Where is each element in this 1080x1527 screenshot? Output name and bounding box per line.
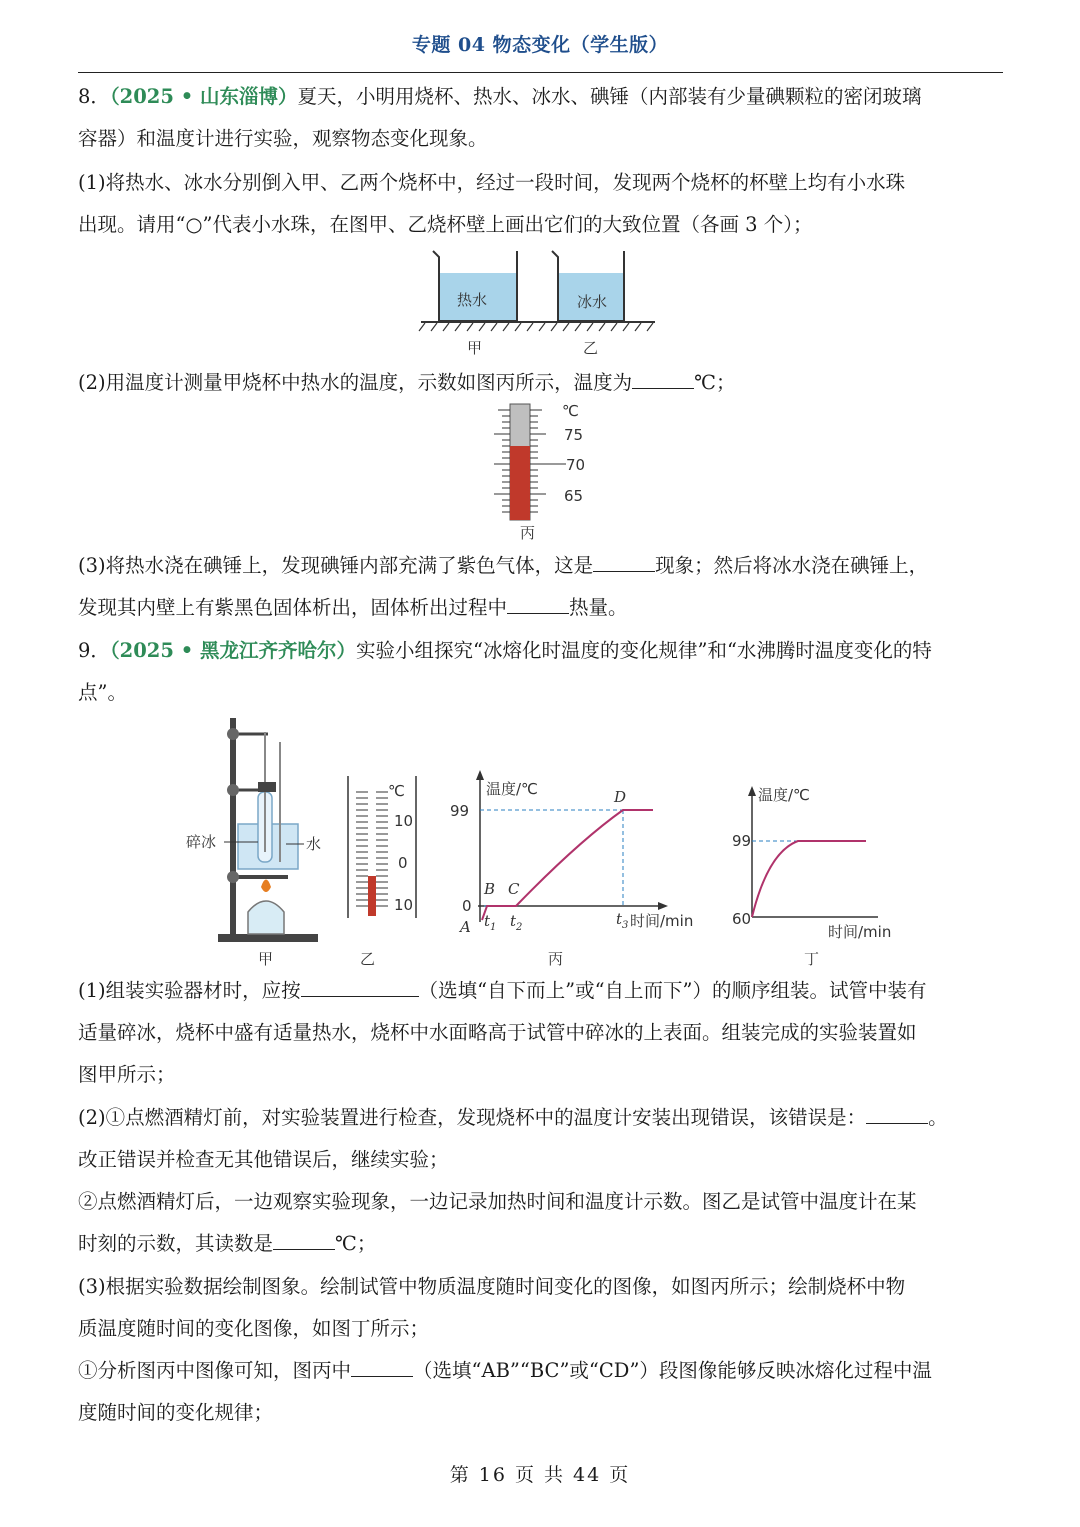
q9-part1 xyxy=(78,970,1003,1096)
point-d: D xyxy=(614,788,627,806)
answer-blank[interactable] xyxy=(593,551,655,572)
q8-part3 xyxy=(78,545,1003,629)
q8-part3-text-c: 发现其内壁上有紫黑色固体析出，固体析出过程中 xyxy=(78,596,508,619)
q8-part3-text-d: 热量。 xyxy=(569,596,628,619)
thermo-b-liquid xyxy=(368,876,376,916)
tick-t3: $t_3$ xyxy=(616,910,629,931)
q8-part3-text-a: (3)将热水浇在碘锤上，发现碘锤内部充满了紫色气体，这是 xyxy=(78,554,594,577)
q9-part2-text-c: 时刻的示数，其读数是 xyxy=(78,1232,274,1255)
q9-part2-text-b: 。 xyxy=(928,1106,948,1129)
graph-c-y99: 99 xyxy=(450,802,470,820)
graph-c-caption: 丙 xyxy=(548,950,564,968)
label-ice: 碎冰 xyxy=(186,833,217,851)
q9-part1-line3: 图甲所示； xyxy=(78,1063,176,1086)
graph-c xyxy=(450,770,693,968)
graph-d-y99: 99 xyxy=(732,832,752,850)
table-hatch xyxy=(419,323,653,331)
thermometer-c xyxy=(480,400,610,545)
answer-blank[interactable] xyxy=(866,1103,928,1124)
beakers-figure xyxy=(415,245,665,360)
thermo-b-tick-10-bottom: 10 xyxy=(394,896,414,914)
graph-c-curve xyxy=(482,810,653,920)
q9-intro xyxy=(78,630,1003,714)
graph-d-xlabel: 时间/min xyxy=(828,923,892,941)
answer-blank[interactable] xyxy=(507,593,569,614)
q8-part2-text: (2)用温度计测量甲烧杯中热水的温度，示数如图丙所示，温度为 xyxy=(78,371,633,394)
graph-c-y0: 0 xyxy=(462,897,472,915)
tick-label-65: 65 xyxy=(564,487,584,505)
q8-part2 xyxy=(78,362,1003,404)
q9-part2-line3: ②点燃酒精灯后，一边观察实验现象，一边记录加热时间和温度计示数。图乙是试管中温度计在某 xyxy=(78,1190,917,1213)
thermo-b-tick-10-top: 10 xyxy=(394,812,414,830)
q9-part3-text-a: ①分析图丙中图像可知，图丙中 xyxy=(78,1359,352,1382)
page-title: 专题 04 物态变化（学生版） xyxy=(411,34,669,56)
q8-part2-unit: ℃； xyxy=(694,371,736,394)
answer-blank[interactable] xyxy=(632,368,694,389)
q8-intro-a: 夏天，小明用烧杯、热水、冰水、碘锤（内部装有少量碘颗粒的密闭玻璃 xyxy=(297,85,922,108)
q8-intro-b: 容器）和温度计进行实验，观察物态变化现象。 xyxy=(78,127,488,150)
page-footer: 第 16 页 共 44 页 xyxy=(449,1464,631,1486)
tick-t1: $t_1$ xyxy=(484,912,497,933)
q9-figures xyxy=(178,712,908,974)
beaker-left xyxy=(433,251,517,321)
thermometer-b xyxy=(348,776,416,968)
q9-intro-b: 点”。 xyxy=(78,681,127,704)
graph-d-caption: 丁 xyxy=(804,950,820,968)
beaker-right xyxy=(552,251,624,321)
thermo-b-caption: 乙 xyxy=(360,950,376,968)
q9-part1-text-a: (1)组装实验器材时，应按 xyxy=(78,979,301,1002)
thermo-b-unit: ℃ xyxy=(388,782,405,800)
point-b: B xyxy=(484,880,496,898)
answer-blank[interactable] xyxy=(351,1356,413,1377)
label-water: 水 xyxy=(306,835,322,853)
q9-part3-line2: 质温度随时间的变化图像，如图丁所示； xyxy=(78,1317,430,1340)
q9-source: （2025 • 黑龙江齐齐哈尔） xyxy=(109,639,356,662)
graph-d-y60: 60 xyxy=(732,910,752,928)
thermo-b-tick-0: 0 xyxy=(398,854,408,872)
hot-water-label: 热水 xyxy=(457,291,488,309)
q9-part3-line1: (3)根据实验数据绘制图象。绘制试管中物质温度随时间变化的图像，如图丙所示；绘制烧杯中物 xyxy=(78,1275,906,1298)
q9-part2-line2: 改正错误并检查无其他错误后，继续实验； xyxy=(78,1148,449,1171)
apparatus-figure xyxy=(186,718,321,968)
graph-d xyxy=(732,786,891,968)
graph-c-xlabel: 时间/min xyxy=(630,912,694,930)
apparatus-caption: 甲 xyxy=(258,950,274,968)
q8-source: （2025 • 山东淄博） xyxy=(109,85,298,108)
thermo-c-unit: ℃ xyxy=(562,402,579,420)
beaker-left-caption: 甲 xyxy=(467,339,483,357)
q8-part1-line1: (1)将热水、冰水分别倒入甲、乙两个烧杯中，经过一段时间，发现两个烧杯的杯壁上均有小水珠 xyxy=(78,171,906,194)
graph-d-ylabel: 温度/℃ xyxy=(758,786,810,804)
q9-number: 9． xyxy=(78,639,110,662)
q9-part2 xyxy=(78,1097,1003,1265)
q9-part3-text-b: （选填“AB”“BC”或“CD”）段图像能够反映冰熔化过程中温 xyxy=(413,1359,932,1382)
q9-part1-text-b: （选填“自下而上”或“自上而下”）的顺序组装。试管中装有 xyxy=(418,979,927,1002)
q9-part1-line2: 适量碎冰，烧杯中盛有适量热水，烧杯中水面略高于试管中碎冰的上表面。组装完成的实验装置如 xyxy=(78,1021,917,1044)
graph-d-curve xyxy=(752,841,866,917)
answer-blank[interactable] xyxy=(301,976,419,997)
q8-part3-text-b: 现象；然后将冰水浇在碘锤上， xyxy=(655,554,929,577)
thermo-c-caption: 丙 xyxy=(520,524,536,542)
header-rule xyxy=(78,72,1003,73)
graph-c-ylabel: 温度/℃ xyxy=(486,780,538,798)
q8-part1-line2: 出现。请用“○”代表小水珠，在图甲、乙烧杯壁上画出它们的大致位置（各画 3 个）； xyxy=(78,213,813,236)
q8-part1 xyxy=(78,162,1003,246)
point-a: A xyxy=(460,918,471,936)
q9-part3 xyxy=(78,1266,1003,1434)
tick-t2: $t_2$ xyxy=(510,912,523,933)
q8-number: 8． xyxy=(78,85,110,108)
answer-blank[interactable] xyxy=(273,1229,335,1250)
q9-intro-a: 实验小组探究“冰熔化时温度的变化规律”和“水沸腾时温度变化的特 xyxy=(356,639,932,662)
q9-part2-text-a: (2)①点燃酒精灯前，对实验装置进行检查，发现烧杯中的温度计安装出现错误，该错误是： xyxy=(78,1106,867,1129)
q9-part2-text-d: ℃； xyxy=(335,1232,377,1255)
q9-part3-line4: 度随时间的变化规律； xyxy=(78,1401,274,1424)
ice-water-label: 冰水 xyxy=(577,293,608,311)
beaker-right-caption: 乙 xyxy=(583,339,599,357)
tick-label-75: 75 xyxy=(564,426,584,444)
thermo-liquid xyxy=(510,446,530,520)
tick-label-70: 70 xyxy=(566,456,586,474)
point-c: C xyxy=(508,880,520,898)
q8-intro xyxy=(78,76,1003,160)
